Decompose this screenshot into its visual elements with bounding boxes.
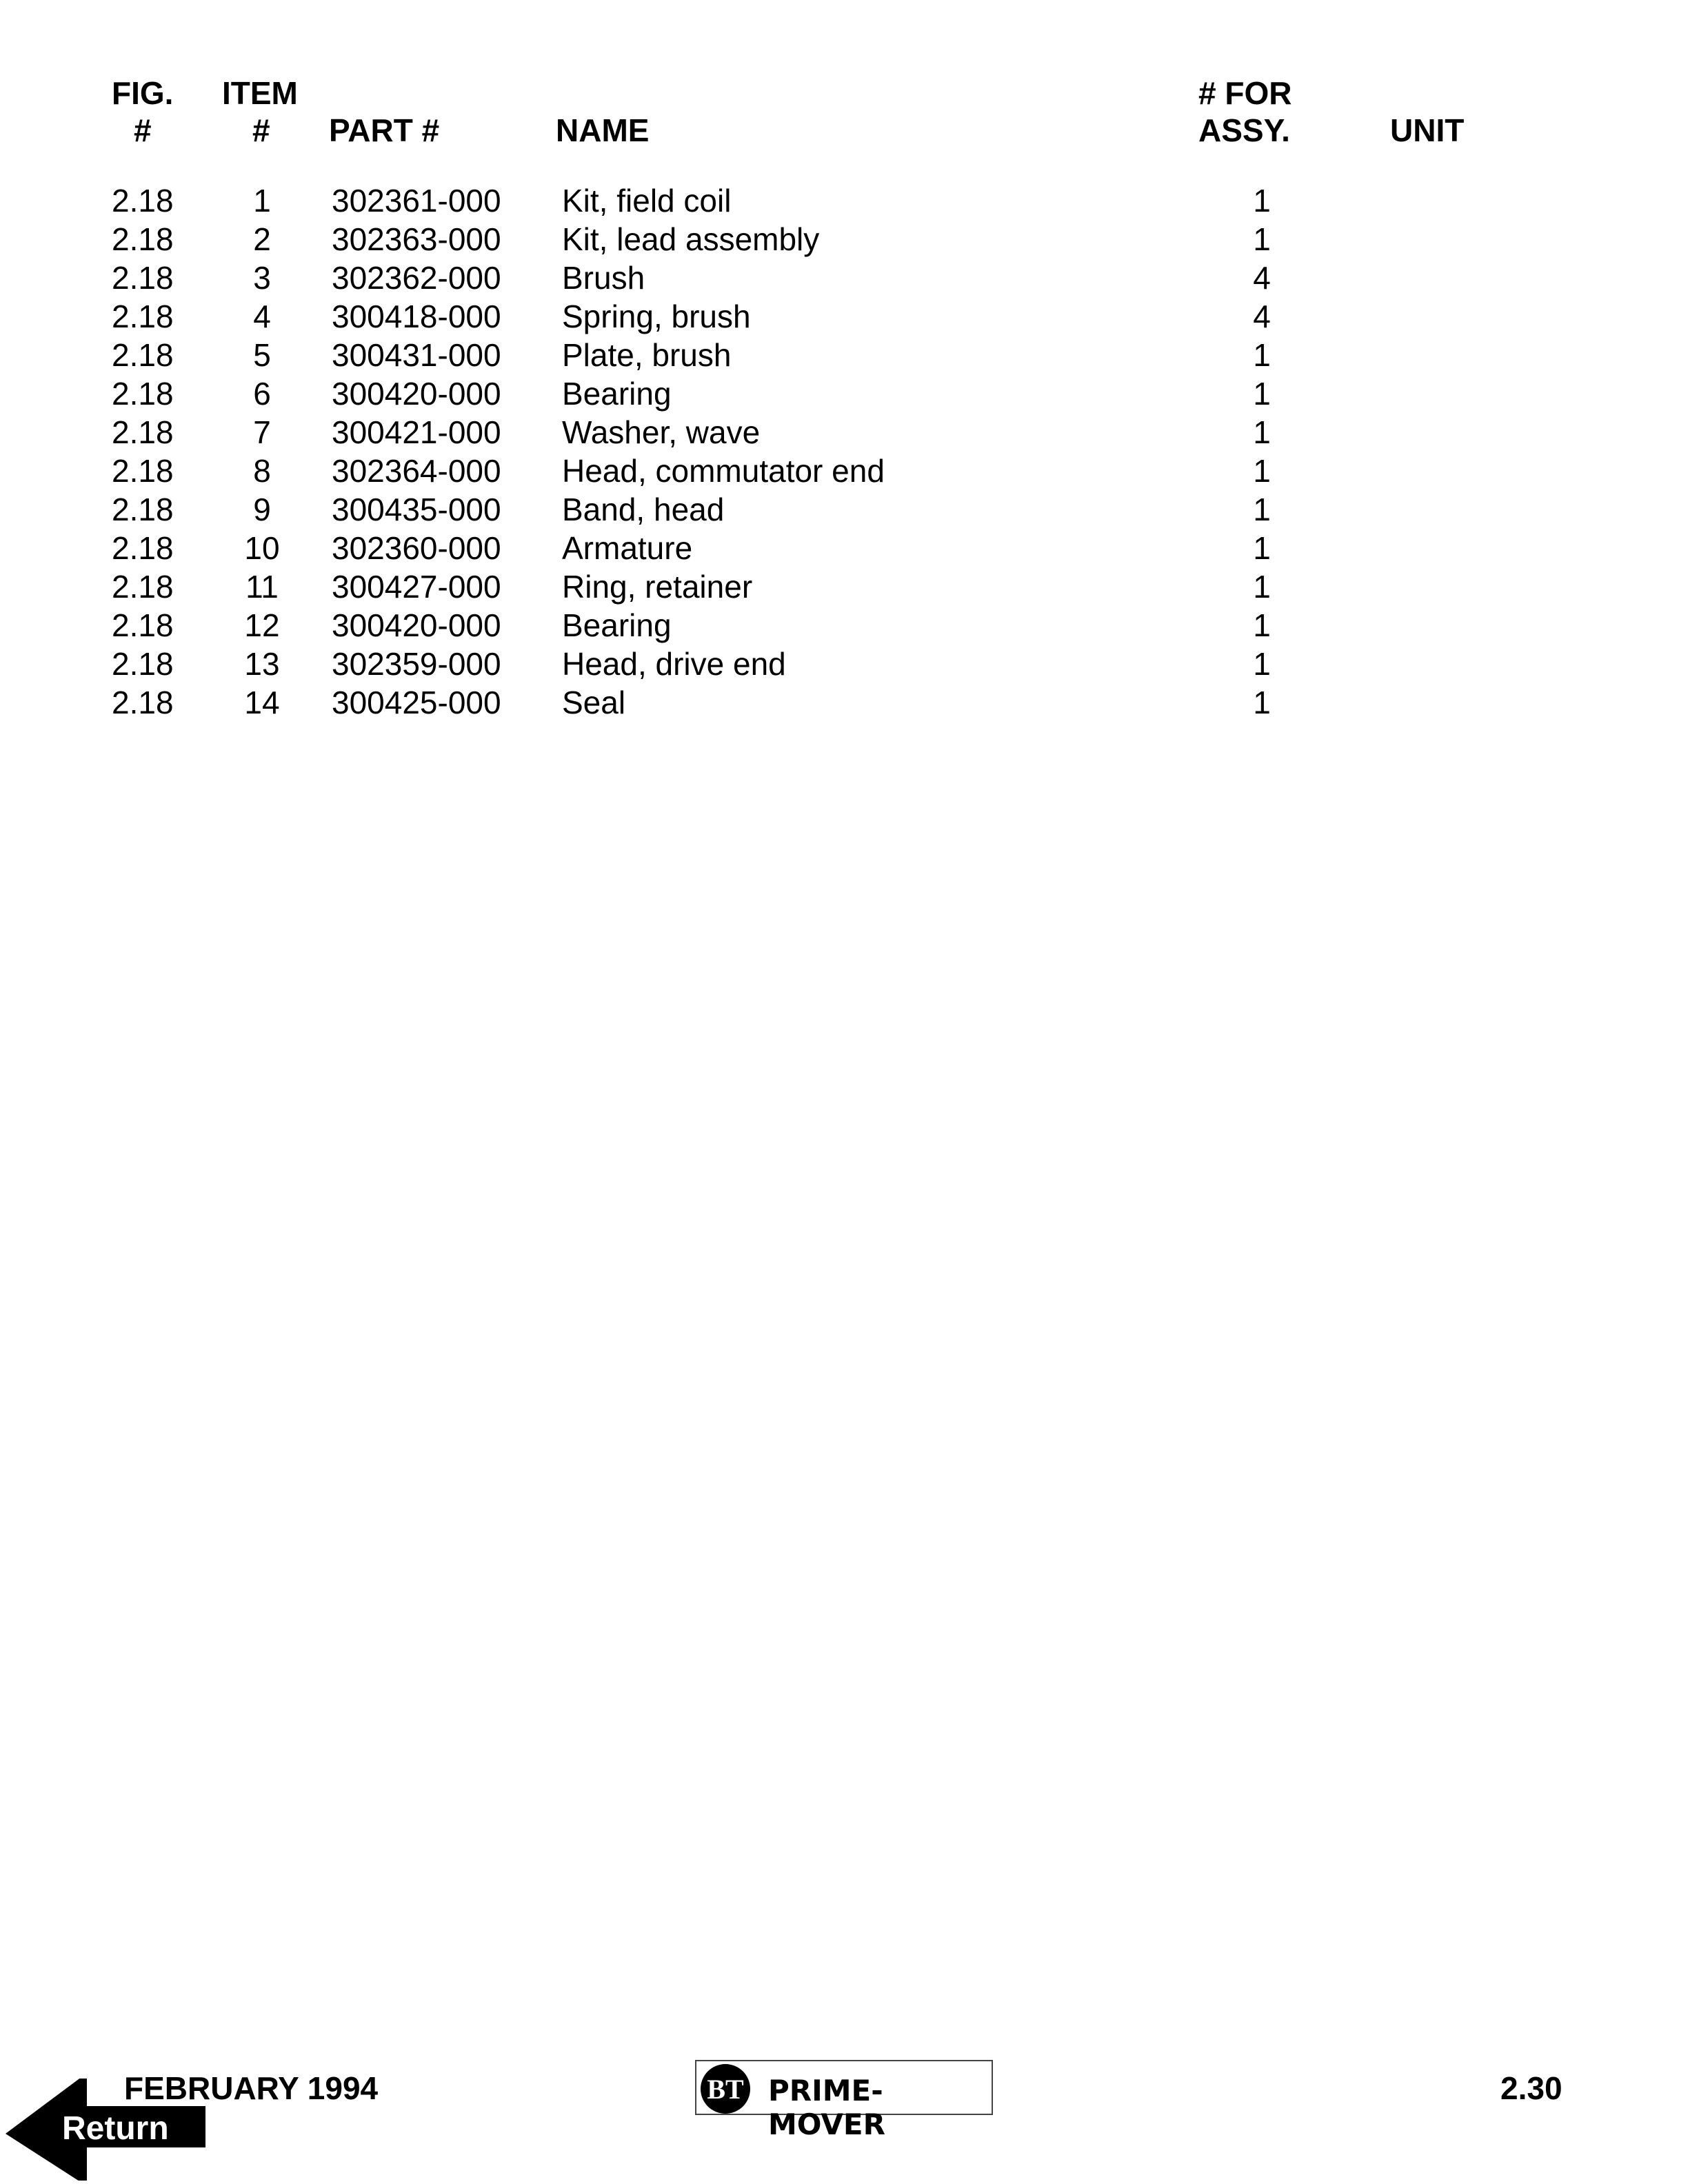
cell-name: Head, commutator end <box>562 453 885 489</box>
table-row <box>0 494 1688 532</box>
cell-item: 7 <box>253 414 271 450</box>
cell-qty: 1 <box>1253 183 1271 219</box>
cell-qty: 1 <box>1253 685 1271 720</box>
cell-qty: 1 <box>1253 569 1271 605</box>
cell-qty: 1 <box>1253 221 1271 257</box>
cell-item: 3 <box>253 260 271 296</box>
table-row <box>0 455 1688 494</box>
cell-name: Spring, brush <box>562 299 751 334</box>
cell-part: 302359-000 <box>332 646 501 682</box>
cell-qty: 1 <box>1253 492 1271 527</box>
cell-qty: 1 <box>1253 376 1271 412</box>
cell-item: 4 <box>253 299 271 334</box>
cell-part: 300420-000 <box>332 607 501 643</box>
cell-fig: 2.18 <box>112 453 174 489</box>
prime-mover-logo <box>695 2060 993 2141</box>
cell-fig: 2.18 <box>112 299 174 334</box>
cell-name: Bearing <box>562 376 672 412</box>
cell-fig: 2.18 <box>112 414 174 450</box>
table-row <box>0 687 1688 725</box>
table-row <box>0 262 1688 301</box>
cell-qty: 1 <box>1253 646 1271 682</box>
cell-fig: 2.18 <box>112 646 174 682</box>
cell-part: 302360-000 <box>332 530 501 566</box>
cell-name: Kit, lead assembly <box>562 221 820 257</box>
cell-item: 14 <box>244 685 280 720</box>
cell-item: 12 <box>244 607 280 643</box>
cell-fig: 2.18 <box>112 376 174 412</box>
cell-item: 9 <box>253 492 271 527</box>
table-row <box>0 301 1688 339</box>
cell-qty: 4 <box>1253 260 1271 296</box>
cell-item: 6 <box>253 376 271 412</box>
header-part: PART # <box>329 112 440 148</box>
cell-fig: 2.18 <box>112 221 174 257</box>
cell-part: 300418-000 <box>332 299 501 334</box>
cell-item: 8 <box>253 453 271 489</box>
cell-part: 302361-000 <box>332 183 501 219</box>
cell-part: 300425-000 <box>332 685 501 720</box>
cell-name: Washer, wave <box>562 414 761 450</box>
cell-qty: 1 <box>1253 337 1271 373</box>
header-item-line1: ITEM <box>222 75 298 111</box>
table-row <box>0 339 1688 378</box>
header-item-line2: # <box>252 112 270 148</box>
cell-fig: 2.18 <box>112 569 174 605</box>
cell-part: 302364-000 <box>332 453 501 489</box>
cell-fig: 2.18 <box>112 492 174 527</box>
table-row <box>0 378 1688 416</box>
logo-text: PRIME-MOVER <box>768 2074 885 2141</box>
cell-part: 302363-000 <box>332 221 501 257</box>
cell-name: Plate, brush <box>562 337 732 373</box>
cell-qty: 4 <box>1253 299 1271 334</box>
cell-name: Brush <box>562 260 645 296</box>
header-name: NAME <box>556 112 650 148</box>
table-row <box>0 532 1688 571</box>
cell-item: 2 <box>253 221 271 257</box>
footer-date: FEBRUARY 1994 <box>124 2070 379 2106</box>
bt-logo-icon: BT <box>701 2064 750 2114</box>
cell-item: 11 <box>245 569 279 605</box>
cell-item: 13 <box>244 646 280 682</box>
cell-part: 300435-000 <box>332 492 501 527</box>
table-row <box>0 223 1688 262</box>
cell-part: 302362-000 <box>332 260 501 296</box>
cell-part: 300421-000 <box>332 414 501 450</box>
cell-fig: 2.18 <box>112 530 174 566</box>
cell-part: 300427-000 <box>332 569 501 605</box>
table-row <box>0 185 1688 223</box>
table-row <box>0 571 1688 609</box>
cell-name: Bearing <box>562 607 672 643</box>
cell-item: 10 <box>244 530 280 566</box>
header-qty-line2: ASSY. <box>1198 112 1290 148</box>
cell-name: Ring, retainer <box>562 569 753 605</box>
cell-fig: 2.18 <box>112 337 174 373</box>
header-fig-line2: # <box>134 112 152 148</box>
cell-qty: 1 <box>1253 453 1271 489</box>
cell-fig: 2.18 <box>112 260 174 296</box>
cell-fig: 2.18 <box>112 183 174 219</box>
cell-qty: 1 <box>1253 607 1271 643</box>
cell-part: 300420-000 <box>332 376 501 412</box>
return-label[interactable]: Return <box>62 2110 169 2147</box>
header-qty-line1: # FOR <box>1198 75 1292 111</box>
cell-name: Head, drive end <box>562 646 786 682</box>
table-row <box>0 609 1688 648</box>
table-row <box>0 648 1688 687</box>
header-fig-line1: FIG. <box>112 75 174 111</box>
cell-fig: 2.18 <box>112 685 174 720</box>
cell-qty: 1 <box>1253 414 1271 450</box>
table-row <box>0 416 1688 455</box>
cell-item: 1 <box>253 183 271 219</box>
cell-name: Seal <box>562 685 626 720</box>
cell-name: Band, head <box>562 492 725 527</box>
header-unit: UNIT <box>1390 112 1465 148</box>
cell-part: 300431-000 <box>332 337 501 373</box>
cell-item: 5 <box>253 337 271 373</box>
cell-qty: 1 <box>1253 530 1271 566</box>
cell-name: Armature <box>562 530 693 566</box>
page-number: 2.30 <box>1500 2070 1563 2106</box>
cell-fig: 2.18 <box>112 607 174 643</box>
cell-name: Kit, field coil <box>562 183 732 219</box>
